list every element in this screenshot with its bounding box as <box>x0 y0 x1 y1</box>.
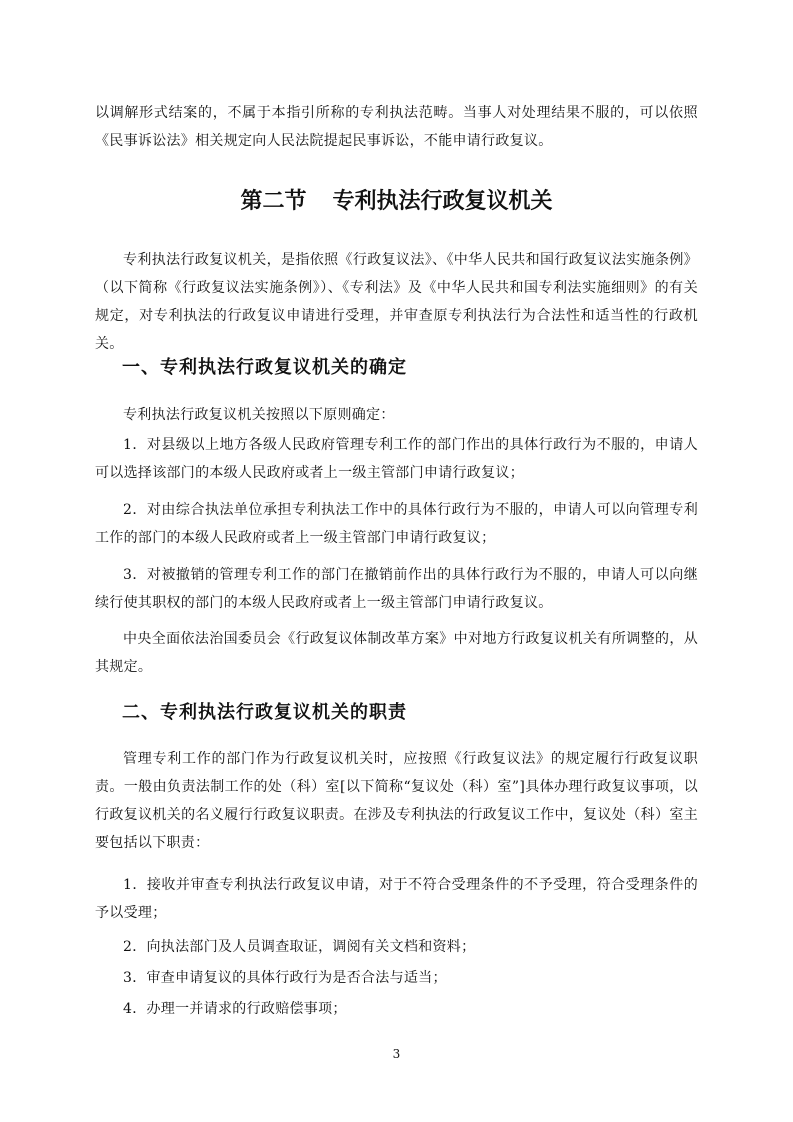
part1-item: 3．对被撤销的管理专利工作的部门在撤销前作出的具体行政行为不服的，申请人可以向继续行使其职权的部门的本级人民政府或者上一级主管部门申请行政复议。 <box>95 567 698 611</box>
part1-lead: 专利执法行政复议机关按照以下原则确定： <box>123 407 395 423</box>
page-number: 3 <box>392 1047 401 1061</box>
intro-paragraph: 以调解形式结案的，不属于本指引所称的专利执法范畴。当事人对处理结果不服的，可以依照《民事诉讼法》相关规定向人民法院提起民事诉讼，不能申请行政复议。 <box>95 105 698 149</box>
part1-item: 1．对县级以上地方各级人民政府管理专利工作的部门作出的具体行政行为不服的，申请人可以选择该部门的本级人民政府或者上一级主管部门申请行政复议； <box>95 437 698 481</box>
section-title <box>0 184 793 220</box>
part2-item: 2．向执法部门及人员调查取证，调阅有关文档和资料； <box>123 939 476 955</box>
part1-item: 2．对由综合执法单位承担专利执法工作中的具体行政行为不服的，申请人可以向管理专利工作的部门的本级人民政府或者上一级主管部门申请行政复议； <box>95 502 698 546</box>
part2-lead: 管理专利工作的部门作为行政复议机关时，应按照《行政复议法》的规定履行行政复议职责。一般由负责法制工作的处（科）室[以下简称“复议处（科）室”]具体办理行政复议事项，以行政复议机关的名义履行行政复议职责。在涉及专利执法的行政复议工作中，复议处（科）室主要包括以下职责： <box>95 751 698 851</box>
part2-heading: 二、专利执法行政复议机关的职责 <box>122 702 407 723</box>
part2-item: 1．接收并审查专利执法行政复议申请，对于不符合受理条件的不予受理，符合受理条件的予以受理； <box>95 877 698 921</box>
part2-item: 3．审查申请复议的具体行政行为是否合法与适当； <box>123 970 447 986</box>
section-intro-paragraph: 专利执法行政复议机关，是指依照《行政复议法》、《中华人民共和国行政复议法实施条例》（以下简称《行政复议法实施条例》）、《专利法》及《中华人民共和国专利法实施细则》的有关规定，对专利执法的行政复议申请进行受理，并审查原专利执法行为合法性和适当性的行政机关。 <box>95 252 698 352</box>
section-name: 专利执法行政复议机关 <box>332 189 553 214</box>
part1-note: 中央全面依法治国委员会《行政复议体制改革方案》中对地方行政复议机关有所调整的，从其规定。 <box>95 631 698 675</box>
section-label: 第二节 <box>240 189 307 214</box>
part2-item: 4．办理一并请求的行政赔偿事项； <box>123 1001 347 1017</box>
part1-heading: 一、专利执法行政复议机关的确定 <box>122 357 407 378</box>
